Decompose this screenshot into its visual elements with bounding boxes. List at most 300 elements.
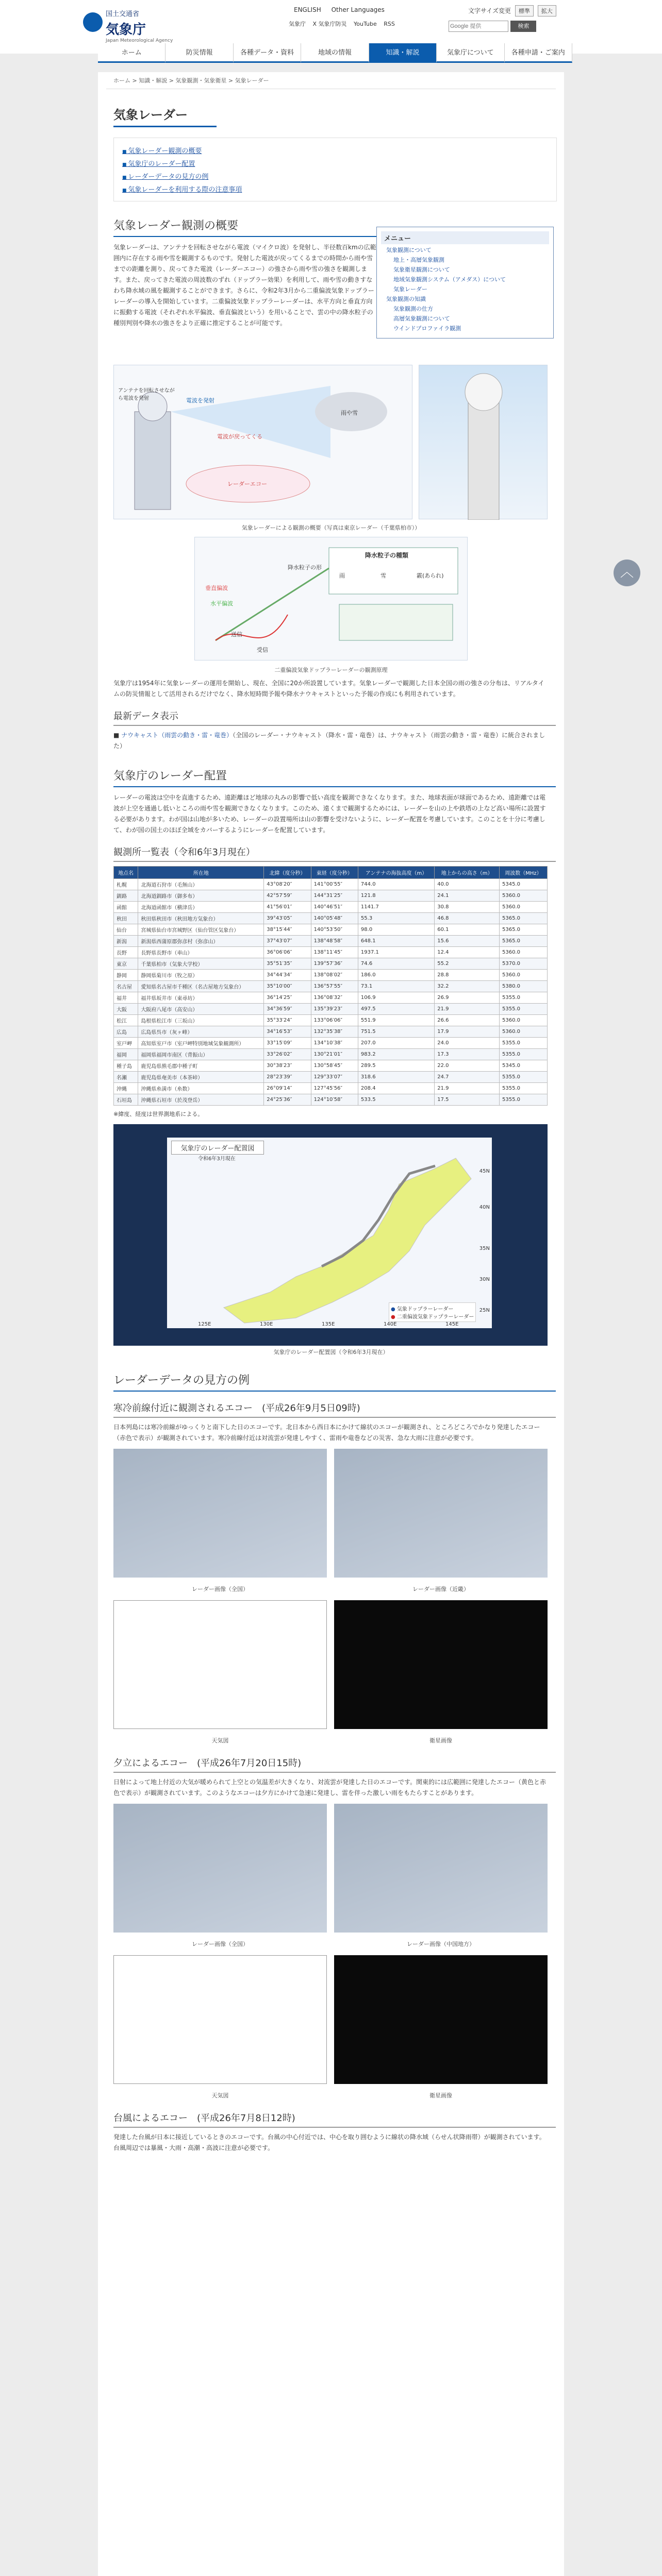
satellite-image [334, 1955, 548, 2084]
radar-map-figure [113, 1124, 548, 1346]
example3-text: 発達した台風が日本に接近しているときのエコーです。台風の中心付近では、中心を取り囲むように線状の降水域（らせん状降雨帯）が観測されています。台風周辺では暴風・大雨・高潮・高波に注意が必要です。 [113, 2133, 545, 2151]
table-row [114, 890, 548, 902]
table-cell: 73.1 [358, 981, 434, 992]
table-cell: 43°08′20″ [264, 879, 311, 890]
table-cell: 751.5 [358, 1026, 434, 1038]
table-cell: 21.9 [435, 1004, 500, 1015]
table-cell: 318.6 [358, 1072, 434, 1083]
example1-text: 日本列島には寒冷前線がゆっくりと南下した日のエコーです。北日本から西日本にかけて線状のエコーが観測され、ところどころでかなり発達したエコー（赤色で表示）が観測されています。寒冷前線付近は対流雲が発達しやすく、雷雨や竜巻などの災害、急な大雨に注意が必要です。 [113, 1423, 540, 1442]
table-cell: 宮城県仙台市宮城野区（仙台管区気象台） [138, 924, 264, 936]
table-cell: 744.0 [358, 879, 434, 890]
table-row [114, 1083, 548, 1094]
table-cell: 551.9 [358, 1015, 434, 1026]
radar-image-national [113, 1804, 327, 1933]
table-cell: 長野 [114, 947, 138, 958]
table-cell: 648.1 [358, 936, 434, 947]
table-cell: 5360.0 [499, 902, 547, 913]
table-cell: 鹿児島県奄美市（本茶峠） [138, 1072, 264, 1083]
image-caption: レーダー画像（近畿） [412, 1586, 469, 1592]
radar-image-national [113, 1449, 327, 1578]
menu-item[interactable]: 気象衛星観測について [393, 266, 450, 273]
example2-text: 日射によって地上付近の大気が暖められて上空との気温差が大きくなり、対流雲が発達した日のエコーです。関東的には広範囲に発達したエコー（黄色と赤色で表示）が観測されています。このようなエコーは夕方にかけて急速に発達し、雷を伴った激しい雨をもたらすことがあります。 [113, 1778, 547, 1797]
table-cell: 24°25′36″ [264, 1094, 311, 1106]
table-cell: 5365.0 [499, 913, 547, 924]
table-cell: 17.9 [435, 1026, 500, 1038]
table-row [114, 981, 548, 992]
table-cell: 北海道函館市（横津岳） [138, 902, 264, 913]
table-row [114, 1004, 548, 1015]
weather-map-image [113, 1955, 327, 2084]
table-cell: 289.5 [358, 1060, 434, 1072]
table-cell: 36°06′06″ [264, 947, 311, 958]
table-cell: 141°00′55″ [311, 879, 358, 890]
table-cell: 5345.0 [499, 1060, 547, 1072]
radar-image-chugoku [334, 1804, 548, 1933]
table-cell: 1141.7 [358, 902, 434, 913]
table-cell: 秋田県秋田市（秋田地方気象台） [138, 913, 264, 924]
table-cell: 129°33′07″ [311, 1072, 358, 1083]
table-cell: 135°39′23″ [311, 1004, 358, 1015]
table-cell: 12.4 [435, 947, 500, 958]
table-cell: 東京 [114, 958, 138, 970]
table-cell: 函館 [114, 902, 138, 913]
table-cell: 千葉県柏市（気象大学校） [138, 958, 264, 970]
diagram-label: 霰(あられ) [417, 572, 444, 579]
table-row [114, 970, 548, 981]
nav-data[interactable]: 各種データ・資料 [234, 43, 301, 63]
station-table-title: 観測所一覧表（令和6年3月現在） [113, 845, 556, 862]
table-cell: 533.5 [358, 1094, 434, 1106]
diagram-label: 電波が戻ってくる [217, 433, 262, 440]
image-caption: レーダー画像（全国） [192, 1586, 249, 1592]
menu-item[interactable]: 気象観測の仕方 [393, 306, 433, 312]
table-row [114, 1015, 548, 1026]
image-caption: 衛星画像 [429, 1737, 452, 1744]
table-header-row [114, 867, 548, 879]
font-standard-button[interactable]: 標準 [515, 5, 534, 16]
language-links [294, 6, 393, 13]
section-title-latest: 最新データ表示 [113, 709, 556, 726]
table-cell: 5365.0 [499, 936, 547, 947]
table-cell: 121.8 [358, 890, 434, 902]
figure-caption: 気象レーダーによる観測の概要（写真は東京レーダー（千葉県柏市）） [241, 524, 421, 531]
lat-label: 25N [479, 1308, 490, 1313]
table-cell: 5360.0 [499, 947, 547, 958]
table-cell: 24.1 [435, 890, 500, 902]
table-cell: 136°08′32″ [311, 992, 358, 1004]
table-cell: 広島県呉市（灰ヶ峰） [138, 1026, 264, 1038]
table-cell: 983.2 [358, 1049, 434, 1060]
table-row [114, 1038, 548, 1049]
table-cell: 愛知県名古屋市千種区（名古屋地方気象台） [138, 981, 264, 992]
station-table [113, 866, 548, 1106]
table-cell: 静岡県菊川市（牧之原） [138, 970, 264, 981]
table-cell: 室戸岬 [114, 1038, 138, 1049]
table-cell: 秋田 [114, 913, 138, 924]
diagram-label: 雪 [380, 572, 386, 579]
map-title: 気象庁のレーダー配置図 [171, 1141, 264, 1155]
table-row [114, 1049, 548, 1060]
diagram-label: 雨や雪 [341, 410, 358, 416]
table-cell: 5360.0 [499, 1015, 547, 1026]
table-cell: 島根県松江市（三坂山） [138, 1015, 264, 1026]
table-cell: 32.2 [435, 981, 500, 992]
toc-item[interactable]: ■ レーダーデータの見方の例 [122, 171, 548, 181]
table-row [114, 879, 548, 890]
diagram-label: 降水粒子の形 [288, 564, 322, 571]
menu-item[interactable]: ウインドプロファイラ観測 [393, 325, 461, 332]
table-header-cell: 地上からの高さ（m） [435, 867, 500, 879]
radar-map-svg [167, 1138, 492, 1328]
table-cell: 大阪府八尾市（高安山） [138, 1004, 264, 1015]
satellite-image [334, 1600, 548, 1729]
table-cell: 33°26′02″ [264, 1049, 311, 1060]
table-cell: 17.5 [435, 1094, 500, 1106]
diagram-label: 降水粒子の種類 [365, 552, 409, 559]
table-cell: 130°21′01″ [311, 1049, 358, 1060]
table-cell: 37°43′07″ [264, 936, 311, 947]
radar-diagram [113, 365, 412, 519]
table-row [114, 924, 548, 936]
table-cell: 134°10′38″ [311, 1038, 358, 1049]
table-cell: 長野県長野市（車山） [138, 947, 264, 958]
table-cell: 北海道釧路市（御多布） [138, 890, 264, 902]
overview-text-2: 気象庁は1954年に気象レーダーの運用を開始し、現在、全国に20か所設置しています。気象レーダーで観測した日本全国の雨の強さの分布は、リアルタイムの防災情報として活用されるだけでなく、降水短時間予報や降水ナウキャストといった予報の作成にも利用されています。 [113, 680, 544, 698]
menu-item[interactable]: 気象観測の知識 [386, 296, 426, 302]
image-caption: 衛星画像 [429, 2092, 452, 2099]
example1-title: 寒冷前線付近に観測されるエコー (平成26年9月5日09時) [113, 1401, 556, 1418]
diagram-label: 垂直偏波 [205, 585, 228, 591]
table-row [114, 913, 548, 924]
image-caption: レーダー画像（全国） [192, 1941, 249, 1947]
table-cell: 124°10′58″ [311, 1094, 358, 1106]
table-cell: 沖縄 [114, 1083, 138, 1094]
legend-doppler: ● 気象ドップラーレーダー [391, 1307, 454, 1312]
table-cell: 139°57′36″ [311, 958, 358, 970]
table-cell: 35°33′24″ [264, 1015, 311, 1026]
table-row [114, 992, 548, 1004]
image-caption: 天気図 [211, 1737, 229, 1744]
lat-label: 30N [479, 1277, 490, 1282]
table-cell: 新潟県西蒲原郡弥彦村（弥彦山） [138, 936, 264, 947]
radar-image-kinki [334, 1449, 548, 1578]
rss-link[interactable]: RSS [384, 21, 395, 27]
table-cell: 35°10′00″ [264, 981, 311, 992]
toc-item[interactable]: ■ 気象庁のレーダー配置 [122, 158, 548, 168]
table-header-cell: アンテナの海抜高度（m） [358, 867, 434, 879]
table-cell: 5355.0 [499, 1072, 547, 1083]
weather-map-image [113, 1600, 327, 1729]
table-cell: 5365.0 [499, 924, 547, 936]
youtube-link[interactable]: YouTube [354, 21, 377, 27]
table-cell: 福岡 [114, 1049, 138, 1060]
example2-captions-2 [113, 2089, 549, 2102]
latest-desc: （全国のレーダー・ナウキャスト（降水・雷・竜巻）は、ナウキャスト（雨雲の動き・雷・竜巻）に統合されました） [113, 732, 545, 750]
image-caption: レーダー画像（中国地方） [407, 1941, 475, 1947]
table-cell: 38°15′44″ [264, 924, 311, 936]
table-cell: 36°14′25″ [264, 992, 311, 1004]
agency-name-en: Japan Meteorological Agency [106, 38, 173, 43]
org-name: 国土交通省 [106, 10, 140, 18]
table-cell: 33°15′09″ [264, 1038, 311, 1049]
font-size-label: 文字サイズ変更 [468, 7, 511, 14]
table-cell: 186.0 [358, 970, 434, 981]
jma-emblem-icon [83, 12, 103, 32]
table-cell: 140°46′51″ [311, 902, 358, 913]
table-cell: 5355.0 [499, 1083, 547, 1094]
table-row [114, 1094, 548, 1106]
table-cell: 34°44′34″ [264, 970, 311, 981]
dual-pol-diagram [194, 537, 468, 660]
table-cell: 98.0 [358, 924, 434, 936]
table-cell: 5355.0 [499, 1049, 547, 1060]
layout-text: レーダーの電波は空中を直進するため、遠距離ほど地球の丸みの影響で低い高度を観測できなくなります。また、地球表面が球面であるため、遠距離では電波が上空を通過し低いところの雨や雪を観測できなくなります。このため、遠くまで観測するためには、レーダーを山の上や鉄塔の上など高い場所に設置する必要があります。わが国は山地が多いため、レーダーの設置場所は山の影響を受けないように、レーダー配置を考慮しています。このことを十分に考慮して、わが国の国土のほぼ全域をカバーするようにレーダーを配置しています。 [113, 794, 546, 834]
figure-caption: 二重偏波気象ドップラーレーダーの観測原理 [274, 667, 388, 673]
table-cell: 15.6 [435, 936, 500, 947]
table-cell: 26°09′14″ [264, 1083, 311, 1094]
table-cell: 沖縄県石垣市（於茂登岳） [138, 1094, 264, 1106]
image-caption: 天気図 [211, 2092, 229, 2099]
table-cell: 松江 [114, 1015, 138, 1026]
social-links [289, 20, 400, 28]
latest-data: ■ ナウキャスト（雨雲の動き・雷・竜巻）（全国のレーダー・ナウキャスト（降水・雷・竜巻）は、ナウキャスト（雨雲の動き・雷・竜巻）に統合されました） [113, 732, 545, 750]
lon-label: 145E [445, 1321, 459, 1327]
overview-figure [113, 365, 549, 519]
table-cell: 106.9 [358, 992, 434, 1004]
table-cell: 大阪 [114, 1004, 138, 1015]
table-header-cell: 北緯（度分秒） [264, 867, 311, 879]
table-cell: 207.0 [358, 1038, 434, 1049]
table-cell: 5360.0 [499, 970, 547, 981]
table-header-cell: 地点名 [114, 867, 138, 879]
search-button[interactable]: 検索 [510, 21, 536, 32]
table-cell: 138°08′02″ [311, 970, 358, 981]
lon-label: 135E [322, 1321, 335, 1327]
example1-captions [113, 1583, 549, 1595]
table-cell: 福井 [114, 992, 138, 1004]
table-cell: 55.2 [435, 958, 500, 970]
example2-images [113, 1804, 549, 1933]
table-cell: 鹿児島県熊毛郡中種子町 [138, 1060, 264, 1072]
table-cell: 新潟 [114, 936, 138, 947]
table-cell: 138°11′45″ [311, 947, 358, 958]
table-cell: 28°23′39″ [264, 1072, 311, 1083]
section-title-examples: レーダーデータの見方の例 [113, 1371, 556, 1392]
menu-item[interactable]: 地域気象観測システム（アメダス）について [393, 276, 506, 283]
table-cell: 札幌 [114, 879, 138, 890]
table-cell: 127°45′56″ [311, 1083, 358, 1094]
dual-pol-svg [195, 537, 468, 661]
overview-text: 気象レーダーは、アンテナを回転させながら電波（マイクロ波）を発射し、半径数百kmの広範囲内に存在する雨や雪を観測するものです。発射した電波が戻ってくるまでの時間から雨や雪までの距離を測り、戻ってきた電波（レーダーエコー）の強さから雨や雪の強さを観測します。また、戻ってきた電波の周波数のずれ（ドップラー効果）を利用して、雨や雪の動きすなわち降水域の風を観測することができます。さらに、令和2年3月から二重偏波気象ドップラーレーダーの導入を開始しています。二重偏波気象ドップラーレーダーは、水平方向と垂直方向に振動する電波（それぞれ水平偏波、垂直偏波という）を用いることで、雲の中の降水粒子の種別判別や降水の強さをより正確に推定することが可能です。 [113, 244, 376, 327]
table-cell: 21.9 [435, 1083, 500, 1094]
nav-about[interactable]: 気象庁について [437, 43, 504, 63]
table-cell: 北海道石狩市（毛無山） [138, 879, 264, 890]
diagram-label: 受信 [257, 647, 268, 653]
table-cell: 35°51′35″ [264, 958, 311, 970]
table-cell: 26.6 [435, 1015, 500, 1026]
menu-item[interactable]: 地上・高層気象観測 [393, 257, 444, 263]
x-jma-link[interactable]: 気象庁 [289, 21, 306, 27]
legend-dualpol: ● 二重偏波気象ドップラーレーダー [391, 1314, 474, 1320]
table-cell: 60.1 [435, 924, 500, 936]
table-row [114, 1072, 548, 1083]
example1-images-2 [113, 1600, 549, 1729]
lon-label: 130E [260, 1321, 273, 1327]
section-title-overview: 気象レーダー観測の概要 [113, 217, 376, 237]
diagram-label: 水平偏波 [210, 600, 233, 607]
table-cell: 55.3 [358, 913, 434, 924]
table-header-cell: 周波数（MHz） [499, 867, 547, 879]
table-cell: 133°06′06″ [311, 1015, 358, 1026]
toc-item[interactable]: ■ 気象レーダーを利用する際の注意事項 [122, 184, 548, 194]
jma-logo[interactable] [106, 8, 204, 41]
table-cell: 40.0 [435, 879, 500, 890]
table-cell: 136°57′55″ [311, 981, 358, 992]
nav-region[interactable]: 地域の情報 [301, 43, 369, 63]
menu-item[interactable]: 気象レーダー [393, 286, 427, 293]
nowcast-link[interactable]: ナウキャスト（雨雲の動き・雷・竜巻） [121, 732, 233, 739]
table-cell: 17.3 [435, 1049, 500, 1060]
agency-name: 気象庁 [106, 22, 146, 38]
section-title-layout: 気象庁のレーダー配置 [113, 767, 556, 787]
global-nav [98, 43, 572, 63]
table-cell: 39°43′05″ [264, 913, 311, 924]
table-cell: 福井県坂井市（東尋坊） [138, 992, 264, 1004]
diagram-label: 雨 [339, 572, 345, 579]
table-cell: 41°56′01″ [264, 902, 311, 913]
example2-title: 夕立によるエコー (平成26年7月20日15時) [113, 1756, 556, 1773]
page-title: 気象レーダー [113, 105, 217, 127]
table-of-contents [113, 138, 557, 201]
table-cell: 497.5 [358, 1004, 434, 1015]
main-content [98, 72, 564, 2576]
font-large-button[interactable]: 拡大 [538, 5, 556, 16]
table-cell: 1937.1 [358, 947, 434, 958]
table-cell: 34°16′53″ [264, 1026, 311, 1038]
table-cell: 144°31′25″ [311, 890, 358, 902]
table-cell: 釧路 [114, 890, 138, 902]
site-search [449, 21, 536, 32]
search-input[interactable] [449, 21, 508, 32]
lat-label: 35N [479, 1246, 490, 1251]
table-cell: 広島 [114, 1026, 138, 1038]
radar-tower-photo [419, 365, 548, 519]
table-cell: 5360.0 [499, 890, 547, 902]
example3-title: 台風によるエコー (平成26年7月8日12時) [113, 2111, 556, 2128]
table-cell: 22.0 [435, 1060, 500, 1072]
table-cell: 34°36′59″ [264, 1004, 311, 1015]
table-header-cell: 東経（度分秒） [311, 867, 358, 879]
nav-home[interactable]: ホーム [98, 43, 166, 63]
map-legend [389, 1302, 476, 1322]
english-link[interactable]: ENGLISH [294, 6, 321, 13]
x-bousai-link[interactable]: X 気象庁防災 [312, 21, 347, 27]
nav-bousai[interactable]: 防災情報 [166, 43, 233, 63]
map-date: 令和6年3月現在 [198, 1156, 236, 1162]
table-row [114, 958, 548, 970]
menu-item[interactable]: 気象観測について [386, 247, 432, 253]
table-cell: 5360.0 [499, 1026, 547, 1038]
diagram-label: 電波を発射 [186, 397, 214, 404]
example1-images [113, 1449, 549, 1578]
table-cell: 74.6 [358, 958, 434, 970]
table-cell: 140°53′50″ [311, 924, 358, 936]
page-top-button[interactable]: ︿ [614, 560, 640, 586]
table-cell: 5355.0 [499, 1094, 547, 1106]
diagram-label: 送信 [231, 631, 242, 638]
table-cell: 140°05′48″ [311, 913, 358, 924]
table-cell: 沖縄県糸満市（糸数） [138, 1083, 264, 1094]
table-cell: 5355.0 [499, 1038, 547, 1049]
table-cell: 5370.0 [499, 958, 547, 970]
lon-label: 140E [384, 1321, 397, 1327]
table-cell: 46.8 [435, 913, 500, 924]
table-cell: 5355.0 [499, 992, 547, 1004]
site-header [0, 0, 662, 57]
table-cell: 26.9 [435, 992, 500, 1004]
table-cell: 24.7 [435, 1072, 500, 1083]
example1-captions-2 [113, 1734, 549, 1747]
breadcrumb[interactable]: ホーム > 知識・解説 > 気象観測・気象衛星 > 気象レーダー [106, 72, 556, 89]
font-size-control [468, 5, 556, 16]
table-cell: 静岡 [114, 970, 138, 981]
diagram-label: アンテナを回転させながら電波を発射 [118, 388, 175, 401]
lat-label: 45N [479, 1168, 490, 1174]
table-cell: 28.8 [435, 970, 500, 981]
example2-images-2 [113, 1955, 549, 2084]
table-body [114, 879, 548, 1106]
table-cell: 5380.0 [499, 981, 547, 992]
table-note: ※緯度、経度は世界測地系による。 [113, 1111, 204, 1117]
other-languages-link[interactable]: Other Languages [331, 6, 385, 13]
table-cell: 石垣島 [114, 1094, 138, 1106]
table-row [114, 947, 548, 958]
radar-tower-svg [419, 365, 548, 520]
table-header-cell: 所在地 [138, 867, 264, 879]
table-row [114, 936, 548, 947]
lat-label: 40N [479, 1205, 490, 1210]
table-cell: 208.4 [358, 1083, 434, 1094]
menu-title: メニュー [381, 231, 549, 244]
table-cell: 132°35′38″ [311, 1026, 358, 1038]
nav-application[interactable]: 各種申請・ご案内 [505, 43, 572, 63]
menu-item[interactable]: 高層気象観測について [393, 315, 450, 322]
example2-captions [113, 1938, 549, 1950]
table-cell: 5355.0 [499, 1004, 547, 1015]
side-menu [376, 227, 554, 338]
table-cell: 高知県室戸市（室戸岬特別地域気象観測所） [138, 1038, 264, 1049]
table-cell: 30°38′23″ [264, 1060, 311, 1072]
table-cell: 名瀬 [114, 1072, 138, 1083]
nav-knowledge[interactable]: 知識・解説 [369, 43, 437, 63]
table-cell: 福岡県福岡市南区（背振山） [138, 1049, 264, 1060]
table-cell: 130°58′45″ [311, 1060, 358, 1072]
table-cell: 種子島 [114, 1060, 138, 1072]
toc-item[interactable]: ■ 気象レーダー観測の概要 [122, 145, 548, 155]
table-cell: 名古屋 [114, 981, 138, 992]
table-cell: 5345.0 [499, 879, 547, 890]
table-cell: 30.8 [435, 902, 500, 913]
table-cell: 138°48′58″ [311, 936, 358, 947]
lon-label: 125E [198, 1321, 211, 1327]
table-cell: 24.0 [435, 1038, 500, 1049]
map-caption: 気象庁のレーダー配置図（令和6年3月現在） [273, 1349, 389, 1355]
table-row [114, 902, 548, 913]
radar-map [167, 1138, 492, 1328]
table-cell: 仙台 [114, 924, 138, 936]
table-row [114, 1026, 548, 1038]
diagram-label: レーダーエコー [227, 481, 267, 487]
